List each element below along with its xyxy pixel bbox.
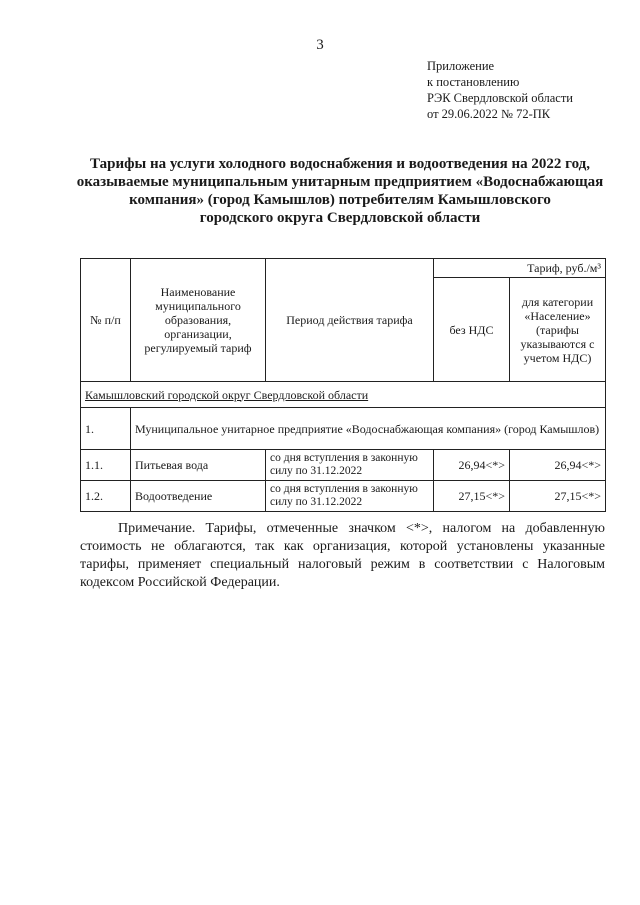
header-name: Наименование муниципального образования, организации, регулируемый тариф <box>131 259 266 382</box>
header-num: № п/п <box>81 259 131 382</box>
appendix-line: к постановлению <box>427 75 520 89</box>
appendix-block <box>427 58 573 122</box>
row-name: Водоотведение <box>131 481 266 512</box>
title-line: оказываемые муниципальным унитарным предприятием «Водоснабжающая <box>76 174 604 190</box>
org-num: 1. <box>81 408 131 450</box>
header-period: Период действия тарифа <box>266 259 434 382</box>
row-period: со дня вступления в законную силу по 31.12.2022 <box>266 481 434 512</box>
row-period: со дня вступления в законную силу по 31.12.2022 <box>266 450 434 481</box>
header-no-vat: без НДС <box>434 278 510 382</box>
title-line: Тарифы на услуги холодного водоснабжения и водоотведения на 2022 год, <box>89 156 591 172</box>
row-name: Питьевая вода <box>131 450 266 481</box>
row-population: 26,94<*> <box>510 450 606 481</box>
row-num: 1.2. <box>81 481 131 512</box>
header-population: для категории «Население» (тарифы указываются с учетом НДС) <box>510 278 606 382</box>
region-row: Камышловский городской округ Свердловской области <box>81 382 606 408</box>
row-num: 1.1. <box>81 450 131 481</box>
document-title <box>60 155 620 227</box>
org-name: Муниципальное унитарное предприятие «Водоснабжающая компания» (город Камышлов) <box>131 408 606 450</box>
header-tariff-group: Тариф, руб./м³ <box>434 259 606 278</box>
row-no-vat: 26,94<*> <box>434 450 510 481</box>
tariff-table <box>80 258 606 512</box>
row-no-vat: 27,15<*> <box>434 481 510 512</box>
appendix-line: от 29.06.2022 № 72-ПК <box>427 107 551 121</box>
appendix-line: РЭК Свердловской области <box>427 91 573 105</box>
appendix-line: Приложение <box>427 59 495 73</box>
row-population: 27,15<*> <box>510 481 606 512</box>
note-paragraph: Примечание. Тарифы, отмеченные значком <*>, налогом на добавленную стоимость не облагаются, так как организация, которой установлены указанные тарифы, применяет специальный налоговый режим в соответствии с Налоговым кодексом Российской Федерации. <box>80 521 605 590</box>
page-number: 3 <box>316 37 324 53</box>
title-line: городского округа Свердловской области <box>199 210 481 226</box>
title-line: компания» (город Камышлов) потребителям Камышловского <box>129 192 551 208</box>
